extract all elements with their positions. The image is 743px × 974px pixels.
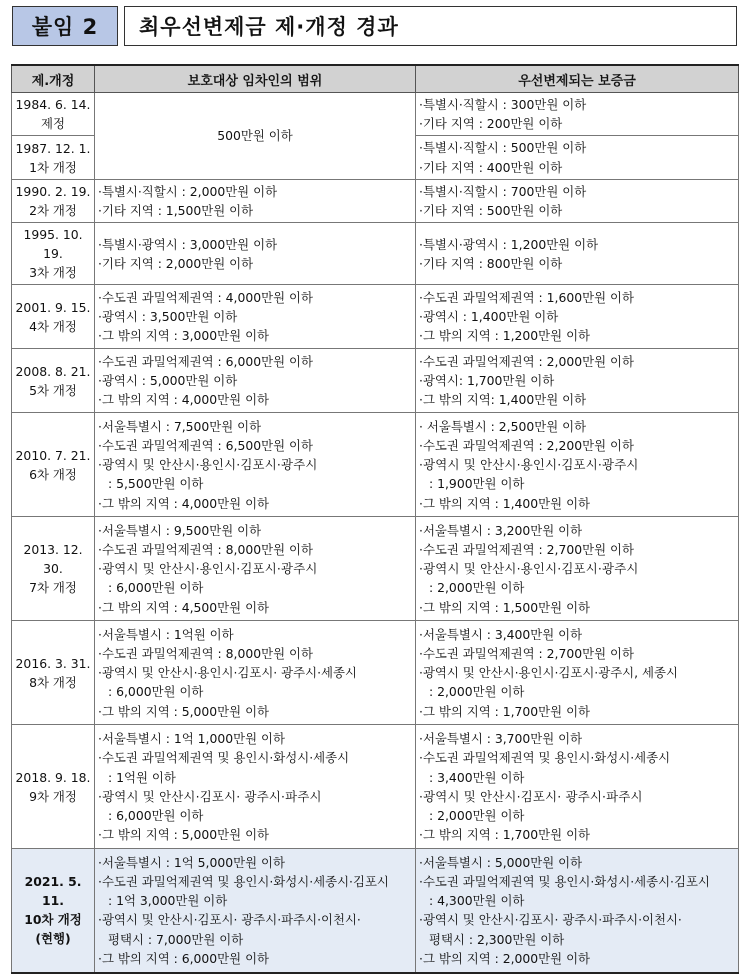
cell-line: ·서울특별시 : 3,700만원 이하 — [419, 731, 583, 747]
cell-line: ·그 밖의 지역 : 5,000만원 이하 — [98, 827, 270, 843]
revision-text: 2013. 12. 30. — [23, 542, 83, 577]
revision-cell — [12, 93, 95, 136]
cell-line: ·광역시 및 안산시·김포시· 광주시·파주시 — [419, 788, 643, 804]
deposit-cell — [416, 223, 739, 285]
cell-line: ·특별시·직할시 : 300만원 이하 — [419, 97, 587, 112]
table-row — [12, 621, 739, 725]
cell-line: ·광역시 및 안산시·용인시·김포시· 광주시·세종시 — [98, 665, 357, 681]
revision-cell — [12, 136, 95, 179]
cell-line: ·광역시 : 1,400만원 이하 — [419, 309, 559, 325]
revision-cell — [12, 517, 95, 621]
attachment-tag: 붙임 2 — [12, 6, 118, 46]
cell-line: : 6,000만원 이하 — [108, 684, 204, 700]
revision-text: (현행) — [35, 931, 71, 947]
revision-table — [11, 64, 739, 974]
deposit-cell — [416, 136, 739, 179]
cell-line: 평택시 : 2,300만원 이하 — [429, 931, 565, 947]
cell-line: ·광역시 및 안산시·용인시·김포시·광주시 — [419, 457, 639, 473]
cell-line: ·그 밖의 지역 : 1,700만원 이하 — [419, 703, 591, 719]
revision-text: 2018. 9. 18. — [15, 769, 91, 785]
revision-text: 1990. 2. 19. — [15, 184, 91, 200]
revision-cell — [12, 725, 95, 849]
revision-text: 2차 개정 — [29, 203, 77, 219]
deposit-cell — [416, 849, 739, 973]
cell-line: ·그 밖의 지역 : 1,500만원 이하 — [419, 599, 591, 615]
deposit-cell — [416, 93, 739, 136]
cell-line: : 2,000만원 이하 — [429, 807, 525, 823]
cell-line: ·서울특별시 : 1억원 이하 — [98, 626, 234, 642]
cell-line: ·서울특별시 : 1억 5,000만원 이하 — [98, 854, 285, 870]
cell-line: ·기타 지역 : 500만원 이하 — [419, 203, 563, 219]
range-cell — [95, 849, 416, 973]
table-row — [12, 413, 739, 517]
cell-line: : 5,500만원 이하 — [108, 476, 204, 492]
deposit-cell — [416, 349, 739, 413]
page-title: 최우선변제금 제·개정 경과 — [124, 6, 737, 46]
revision-text: 1차 개정 — [29, 159, 77, 175]
revision-text: 2001. 9. 15. — [15, 299, 91, 315]
deposit-cell — [416, 285, 739, 349]
cell-line: ·수도권 과밀억제권역 : 1,600만원 이하 — [419, 289, 634, 305]
cell-line: ·광역시 : 3,500만원 이하 — [98, 309, 238, 325]
revision-text: 5차 개정 — [29, 382, 77, 398]
cell-line: ·그 밖의 지역 : 3,000만원 이하 — [98, 328, 270, 344]
revision-text: 9차 개정 — [29, 788, 77, 804]
attachment-header — [12, 6, 737, 50]
cell-line: : 6,000만원 이하 — [108, 580, 204, 596]
cell-line: ·수도권 과밀억제권역 : 8,000만원 이하 — [98, 541, 313, 557]
deposit-cell — [416, 725, 739, 849]
range-cell — [95, 413, 416, 517]
cell-line: ·그 밖의 지역 : 5,000만원 이하 — [98, 703, 270, 719]
cell-line: : 6,000만원 이하 — [108, 807, 204, 823]
cell-line: ·광역시 및 안산시·김포시· 광주시·파주시·이천시· — [419, 912, 682, 928]
revision-cell — [12, 179, 95, 222]
cell-line: ·수도권 과밀억제권역 : 2,700만원 이하 — [419, 645, 634, 661]
cell-line: ·그 밖의 지역 : 4,000만원 이하 — [98, 495, 270, 511]
cell-line: ·그 밖의 지역: 1,400만원 이하 — [419, 392, 587, 408]
cell-line: ·광역시 및 안산시·용인시·김포시·광주시 — [419, 561, 639, 577]
cell-line: ·광역시 : 5,000만원 이하 — [98, 373, 238, 389]
cell-line: ·서울특별시 : 3,200만원 이하 — [419, 522, 583, 538]
revision-text: 6차 개정 — [29, 466, 77, 482]
header-priority-deposit: 우선변제되는 보증금 — [416, 65, 739, 93]
cell-line: ·수도권 과밀억제권역 : 2,200만원 이하 — [419, 437, 634, 453]
table-row — [12, 725, 739, 849]
cell-line: ·기타 지역 : 400만원 이하 — [419, 159, 563, 175]
table-row — [12, 517, 739, 621]
cell-line: ·광역시: 1,700만원 이하 — [419, 373, 555, 389]
revision-text: 8차 개정 — [29, 674, 77, 690]
table-row — [12, 849, 739, 973]
cell-line: ·특별시·광역시 : 3,000만원 이하 — [98, 236, 278, 252]
cell-line: ·그 밖의 지역 : 4,000만원 이하 — [98, 392, 270, 408]
revision-cell — [12, 621, 95, 725]
cell-line: : 1,900만원 이하 — [429, 476, 525, 492]
cell-line: ·서울특별시 : 9,500만원 이하 — [98, 522, 262, 538]
range-cell — [95, 285, 416, 349]
range-cell — [95, 517, 416, 621]
revision-text: 2021. 5. 11. — [24, 874, 82, 909]
revision-cell — [12, 849, 95, 973]
cell-line: ·수도권 과밀억제권역 및 용인시·화성시·세종시·김포시 — [419, 874, 710, 890]
header-protected-range: 보호대상 임차인의 범위 — [95, 65, 416, 93]
cell-line: ·특별시·직할시 : 500만원 이하 — [419, 140, 587, 156]
cell-line: ·광역시 및 안산시·김포시· 광주시·파주시·이천시· — [98, 912, 361, 928]
cell-line: ·서울특별시 : 7,500만원 이하 — [98, 418, 262, 434]
cell-line: · 서울특별시 : 2,500만원 이하 — [419, 418, 587, 434]
revision-text: 1995. 10. 19. — [23, 227, 83, 262]
deposit-cell — [416, 517, 739, 621]
cell-line: ·수도권 과밀억제권역 : 2,700만원 이하 — [419, 541, 634, 557]
cell-line: ·수도권 과밀억제권역 : 4,000만원 이하 — [98, 289, 313, 305]
range-cell — [95, 179, 416, 222]
revision-text: 1984. 6. 14. — [15, 97, 91, 113]
cell-line: ·그 밖의 지역 : 1,200만원 이하 — [419, 328, 591, 344]
revision-cell — [12, 285, 95, 349]
cell-line: ·특별시·직할시 : 2,000만원 이하 — [98, 183, 278, 199]
revision-text: 10차 개정 — [24, 912, 82, 928]
cell-line: ·광역시 및 안산시·김포시· 광주시·파주시 — [98, 788, 322, 804]
revision-text: 4차 개정 — [29, 318, 77, 334]
cell-line: ·수도권 과밀억제권역 및 용인시·화성시·세종시 — [419, 750, 671, 766]
revision-text: 2010. 7. 21. — [15, 447, 91, 463]
cell-line: ·서울특별시 : 3,400만원 이하 — [419, 626, 583, 642]
header-revision: 제.개정 — [12, 65, 95, 93]
revision-cell — [12, 349, 95, 413]
cell-line: ·특별시·직할시 : 700만원 이하 — [419, 183, 587, 199]
deposit-cell — [416, 621, 739, 725]
cell-line: 평택시 : 7,000만원 이하 — [108, 931, 244, 947]
cell-line: ·그 밖의 지역 : 2,000만원 이하 — [419, 950, 591, 966]
revision-text: 1987. 12. 1. — [15, 140, 91, 156]
table-header-row — [12, 65, 739, 93]
cell-line: : 1억 3,000만원 이하 — [108, 893, 228, 909]
cell-line: ·수도권 과밀억제권역 : 6,000만원 이하 — [98, 353, 313, 369]
table-row — [12, 223, 739, 285]
merged-range-cell: 500만원 이하 — [95, 93, 416, 180]
cell-line: : 2,000만원 이하 — [429, 580, 525, 596]
table-body — [12, 93, 739, 973]
cell-line: ·기타 지역 : 2,000만원 이하 — [98, 255, 254, 271]
revision-text: 7차 개정 — [29, 580, 77, 596]
cell-line: ·광역시 및 안산시·용인시·김포시·광주시, 세종시 — [419, 665, 678, 681]
revision-text: 제정 — [41, 116, 65, 132]
cell-line: ·그 밖의 지역 : 6,000만원 이하 — [98, 950, 270, 966]
cell-line: ·그 밖의 지역 : 1,400만원 이하 — [419, 495, 591, 511]
cell-line: ·수도권 과밀억제권역 및 용인시·화성시·세종시 — [98, 750, 350, 766]
table-row — [12, 93, 739, 136]
cell-line: ·특별시·광역시 : 1,200만원 이하 — [419, 236, 599, 252]
cell-line: ·수도권 과밀억제권역 : 6,500만원 이하 — [98, 437, 313, 453]
cell-line: ·기타 지역 : 800만원 이하 — [419, 255, 563, 271]
deposit-cell — [416, 413, 739, 517]
cell-line: : 3,400만원 이하 — [429, 769, 525, 785]
cell-line: : 4,300만원 이하 — [429, 893, 525, 909]
cell-line: ·서울특별시 : 5,000만원 이하 — [419, 854, 583, 870]
revision-cell — [12, 223, 95, 285]
cell-line: : 1억원 이하 — [108, 769, 176, 785]
cell-line: ·기타 지역 : 1,500만원 이하 — [98, 203, 254, 219]
cell-line: ·광역시 및 안산시·용인시·김포시·광주시 — [98, 561, 318, 577]
cell-line: ·수도권 과밀억제권역 : 8,000만원 이하 — [98, 645, 313, 661]
deposit-cell — [416, 179, 739, 222]
table-row — [12, 285, 739, 349]
cell-line: ·그 밖의 지역 : 1,700만원 이하 — [419, 827, 591, 843]
table-row — [12, 349, 739, 413]
table-row — [12, 179, 739, 222]
revision-cell — [12, 413, 95, 517]
cell-line: ·수도권 과밀억제권역 및 용인시·화성시·세종시·김포시 — [98, 874, 389, 890]
cell-line: ·그 밖의 지역 : 4,500만원 이하 — [98, 599, 270, 615]
cell-line: ·수도권 과밀억제권역 : 2,000만원 이하 — [419, 353, 634, 369]
range-cell — [95, 349, 416, 413]
revision-text: 2008. 8. 21. — [15, 363, 91, 379]
cell-line: ·광역시 및 안산시·용인시·김포시·광주시 — [98, 457, 318, 473]
range-cell — [95, 725, 416, 849]
cell-line: : 2,000만원 이하 — [429, 684, 525, 700]
revision-text: 3차 개정 — [29, 265, 77, 281]
cell-line: ·서울특별시 : 1억 1,000만원 이하 — [98, 731, 285, 747]
cell-line: ·기타 지역 : 200만원 이하 — [419, 116, 563, 132]
range-cell — [95, 621, 416, 725]
revision-text: 2016. 3. 31. — [15, 655, 91, 671]
range-cell — [95, 223, 416, 285]
